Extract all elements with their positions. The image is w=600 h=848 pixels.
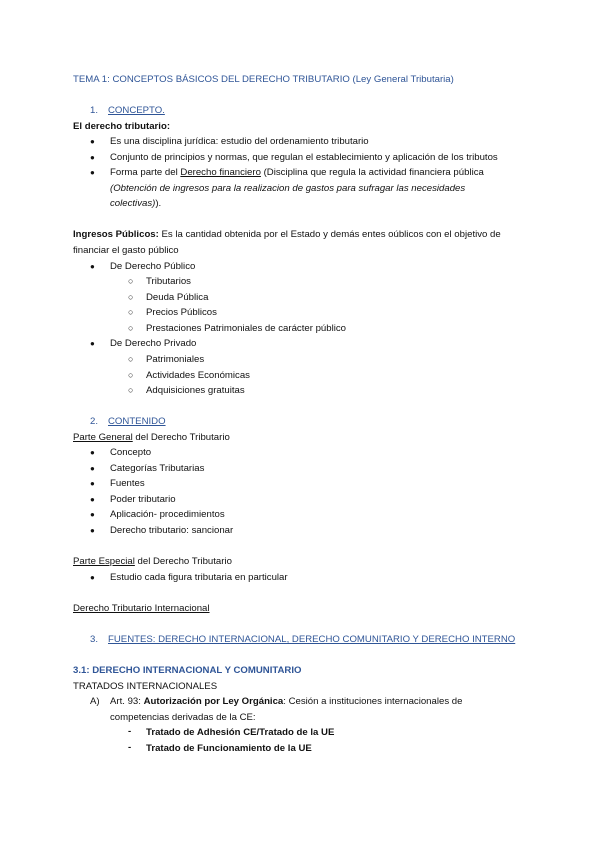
bullet-icon: ●	[90, 573, 95, 582]
list-item: Es una disciplina jurídica: estudio del ordenamiento tributario	[110, 136, 369, 147]
bullet-icon: ●	[90, 526, 95, 535]
section-number: 1.	[90, 105, 99, 116]
list-item: Poder tributario	[110, 494, 176, 505]
sub-list-item: Precios Públicos	[146, 307, 217, 318]
subsection-heading: 3.1: DERECHO INTERNACIONAL Y COMUNITARIO	[73, 665, 302, 676]
sub-list-item: Deuda Pública	[146, 292, 209, 303]
dash-bullet-icon: -	[128, 726, 132, 737]
sub-list-item: Actividades Económicas	[146, 370, 250, 381]
bullet-icon: ●	[90, 153, 95, 162]
bullet-icon: ●	[90, 479, 95, 488]
ingresos-label: Ingresos Públicos:	[73, 229, 159, 240]
bullet-icon: ●	[90, 262, 95, 271]
list-item: De Derecho Privado	[110, 338, 197, 349]
list-item: Fuentes	[110, 478, 145, 489]
ingresos-paragraph-cont: financiar el gasto público	[73, 245, 179, 256]
list-item: Aplicación- procedimientos	[110, 509, 225, 520]
section-2-heading	[90, 415, 166, 429]
section-title: CONTENIDO	[108, 416, 166, 427]
list-item: Categorías Tributarias	[110, 463, 205, 474]
circle-bullet-icon: ○	[128, 292, 134, 302]
list-item	[110, 166, 484, 180]
doc-title	[73, 73, 454, 87]
section-title: CONCEPTO.	[108, 105, 165, 116]
list-item: Derecho tributario: sancionar	[110, 525, 234, 536]
parte-especial-label	[73, 555, 232, 569]
bullet-icon: ●	[90, 168, 95, 177]
circle-bullet-icon: ○	[128, 370, 134, 380]
dash-bullet-icon: -	[128, 742, 132, 753]
derecho-financiero-link: Derecho financiero	[180, 167, 261, 178]
bullet-icon: ●	[90, 510, 95, 519]
tratados-label: TRATADOS INTERNACIONALES	[73, 681, 218, 692]
circle-bullet-icon: ○	[128, 276, 134, 286]
text: Art. 93:	[110, 696, 144, 707]
sub-list-item: Tributarios	[146, 276, 191, 287]
sub-list-item: Patrimoniales	[146, 354, 205, 365]
section-1-heading	[90, 104, 165, 118]
section-3-heading	[90, 633, 515, 647]
title-paren: (Ley General Tributaria)	[349, 74, 454, 85]
text: Es la cantidad obtenida por el Estado y demás entes oúblicos con el objetivo de	[158, 229, 501, 240]
parte-general-label	[73, 431, 230, 445]
dash-list-item: Tratado de Funcionamiento de la UE	[146, 743, 312, 754]
text: del Derecho Tributario	[134, 556, 232, 567]
bullet-icon: ●	[90, 448, 95, 457]
bullet-icon: ●	[90, 339, 95, 348]
sub-list-item: Adquisiciones gratuitas	[146, 385, 245, 396]
list-item-cont: (Obtención de ingresos para la realizacion de gastos para sufragar las necesidades	[110, 183, 466, 194]
list-item: Concepto	[110, 447, 152, 458]
text: ).	[155, 198, 162, 209]
section-number: 2.	[90, 416, 99, 427]
bullet-icon: ●	[90, 464, 95, 473]
text: (Disciplina que regula la actividad financiera pública	[260, 167, 484, 178]
text: Forma parte del	[110, 167, 181, 178]
circle-bullet-icon: ○	[128, 323, 134, 333]
circle-bullet-icon: ○	[128, 354, 134, 364]
parte-general-link: Parte General	[73, 432, 133, 443]
derecho-tributario-internacional: Derecho Tributario Internacional	[73, 603, 210, 614]
circle-bullet-icon: ○	[128, 307, 134, 317]
section-title: FUENTES: DERECHO INTERNACIONAL, DERECHO COMUNITARIO Y DERECHO INTERNO	[108, 634, 516, 645]
list-item: De Derecho Público	[110, 261, 196, 272]
bullet-icon: ●	[90, 137, 95, 146]
list-item: Estudio cada figura tributaria en particular	[110, 572, 288, 583]
item-a-label: A)	[90, 696, 100, 707]
sub-list-item: Prestaciones Patrimoniales de carácter público	[146, 323, 346, 334]
list-item: Conjunto de principios y normas, que regulan el establecimiento y aplicación de los tributos	[110, 152, 498, 163]
item-a-text	[110, 695, 462, 709]
circle-bullet-icon: ○	[128, 385, 134, 395]
section-number: 3.	[90, 634, 99, 645]
bullet-icon: ●	[90, 495, 95, 504]
derecho-label: El derecho tributario:	[73, 121, 171, 132]
text: : Cesión a instituciones internacionales de	[283, 696, 463, 707]
ingresos-paragraph	[73, 228, 501, 242]
dash-list-item: Tratado de Adhesión CE/Tratado de la UE	[146, 727, 335, 738]
list-item-cont	[110, 197, 161, 211]
title-main: TEMA 1: CONCEPTOS BÁSICOS DEL DERECHO TRIBUTARIO	[73, 74, 350, 85]
bold-text: Autorización por Ley Orgánica	[143, 696, 284, 707]
item-a-text-cont: competencias derivadas de la CE:	[110, 712, 256, 723]
parte-especial-link: Parte Especial	[73, 556, 135, 567]
text: colectivas)	[110, 198, 156, 209]
text: del Derecho Tributario	[132, 432, 230, 443]
